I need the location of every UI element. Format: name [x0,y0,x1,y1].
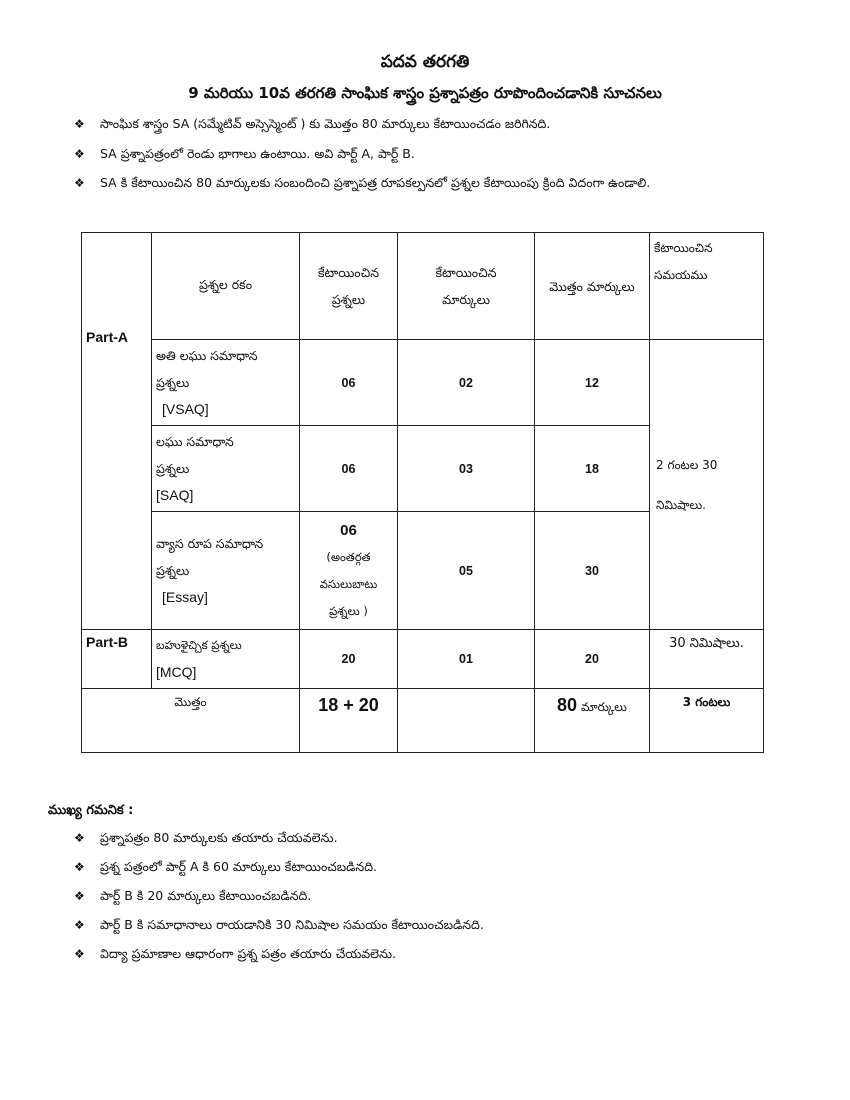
part-b-time-cell: 30 నిమిషాలు. [650,630,764,689]
note-text: పార్ట్ B కి 20 మార్కులు కేటాయించబడినది. [100,888,312,903]
part-b-label: Part-B [86,634,129,650]
diamond-bullet-icon: ❖ [74,146,85,161]
note-text: విద్యా ప్రమాణాల ఆధారంగా ప్రశ్న పత్రం తయారు చేయవలెను. [100,946,397,961]
note-item [74,828,484,857]
question-type-cell [152,340,300,426]
question-type-cell [152,512,300,630]
time-text: 2 గంటల 30 [656,457,718,472]
question-type-text: లఘు సమాధాన [156,434,234,449]
diamond-bullet-icon: ❖ [74,860,85,874]
instruction-text: SA ప్రశ్నాపత్రంలో రెండు భాగాలు ఉంటాయి. అవి పార్ట్ A, పార్ట్ B. [100,145,415,161]
notes-heading: ముఖ్య గమనిక : [48,803,134,818]
document-subtitle: 9 మరియు 10వ తరగతి సాంఘిక శాస్త్రం ప్రశ్నాపత్రం రూపొందించడానికి సూచనలు [188,84,662,102]
header-total-marks: మొత్తం మార్కులు [535,233,650,340]
question-type-code: [SAQ] [156,487,194,503]
total-marks [535,689,650,753]
note-text: ప్రశ్నాపత్రం 80 మార్కులకు తయారు చేయవలెను. [100,830,338,845]
question-type-code: [VSAQ] [162,401,209,417]
header-allotted-marks [398,233,535,340]
diamond-bullet-icon: ❖ [74,889,85,903]
note-item [74,886,484,915]
instruction-list [74,114,814,203]
question-type-code: [Essay] [162,589,208,605]
question-type-text: ప్రశ్నలు [156,563,190,578]
total-cell: 30 [535,512,650,630]
note-text: ప్రశ్న పత్రంలో పార్ట్ A కి 60 మార్కులు కేటాయించబడినది. [100,859,377,874]
total-marks-value: 80 [557,695,578,715]
header-question-type: ప్రశ్నల రకం [152,233,300,340]
question-type-code: [MCQ] [156,664,197,680]
empty-cell [398,689,535,753]
question-type-text: బహుళైచ్చిక ప్రశ్నలు [156,638,242,652]
total-label: మొత్తం [82,689,300,753]
marks-cell: 03 [398,426,535,512]
total-time: 3 గంటలు [650,689,764,753]
header-text: కేటాయించిన [654,241,713,255]
time-text: నిమిషాలు. [656,497,706,512]
total-cell: 12 [535,340,650,426]
question-type-text: ప్రశ్నలు [156,375,190,390]
questions-cell: 06 [300,340,398,426]
header-text: కేటాయించిన [318,265,379,280]
instruction-text: SA కి కేటాయించిన 80 మార్కులకు సంబందించి ప్రశ్నాపత్ర రూపకల్పనలో ప్రశ్నల కేటాయింపు క్రింది విదంగా ఉండాలి. [100,175,651,190]
instruction-text: సాంఘిక శాస్త్రం SA (సమ్మేటివ్ అస్సెస్మెంట్ ) కు మొత్తం 80 మార్కులు కేటాయించడం జరిగినది. [100,116,551,131]
instruction-item [74,114,814,144]
questions-note: ప్రశ్నలు ) [329,603,368,618]
total-cell: 20 [535,630,650,689]
table-header-row [82,233,764,340]
questions-cell: 06 [300,426,398,512]
header-text: ప్రశ్నలు [331,292,366,307]
table-row [82,630,764,689]
questions-value: 06 [340,521,357,539]
question-paper-table [81,232,764,753]
instruction-item [74,173,814,203]
diamond-bullet-icon: ❖ [74,918,85,932]
header-allotted-time [650,233,764,340]
questions-note: (అంతర్గత [326,549,371,564]
marks-cell: 01 [398,630,535,689]
total-marks-word: మార్కులు [581,700,627,714]
question-type-text: అతి లఘు సమాధాన [156,348,258,363]
instruction-item [74,144,814,174]
questions-cell [300,512,398,630]
questions-cell: 20 [300,630,398,689]
table-row [82,340,764,426]
question-type-cell [152,426,300,512]
diamond-bullet-icon: ❖ [74,831,85,845]
header-text: సమయము [654,268,708,282]
header-text: మార్కులు [442,292,490,307]
diamond-bullet-icon: ❖ [74,947,85,961]
marks-cell: 02 [398,340,535,426]
note-item [74,944,484,973]
note-item [74,915,484,944]
note-text: పార్ట్ B కి సమాధానాలు రాయడానికి 30 నిమిషాల సమయం కేటాయించబడినది. [100,917,484,932]
part-a-time-cell [650,340,764,630]
diamond-bullet-icon: ❖ [74,117,85,131]
header-allotted-questions [300,233,398,340]
total-questions: 18 + 20 [300,689,398,753]
notes-list [74,828,484,973]
table-total-row [82,689,764,753]
diamond-bullet-icon: ❖ [74,176,85,190]
marks-cell: 05 [398,512,535,630]
question-type-cell [152,630,300,689]
header-text: కేటాయించిన [435,265,497,280]
question-type-text: ప్రశ్నలు [156,461,190,476]
note-item [74,857,484,886]
question-type-text: వ్యాస రూప సమాధాన [156,536,264,551]
total-cell: 18 [535,426,650,512]
part-a-label: Part-A [86,329,129,345]
document-title: పదవ తరగతి [380,52,470,72]
questions-note: వసులుబాటు [319,576,378,591]
